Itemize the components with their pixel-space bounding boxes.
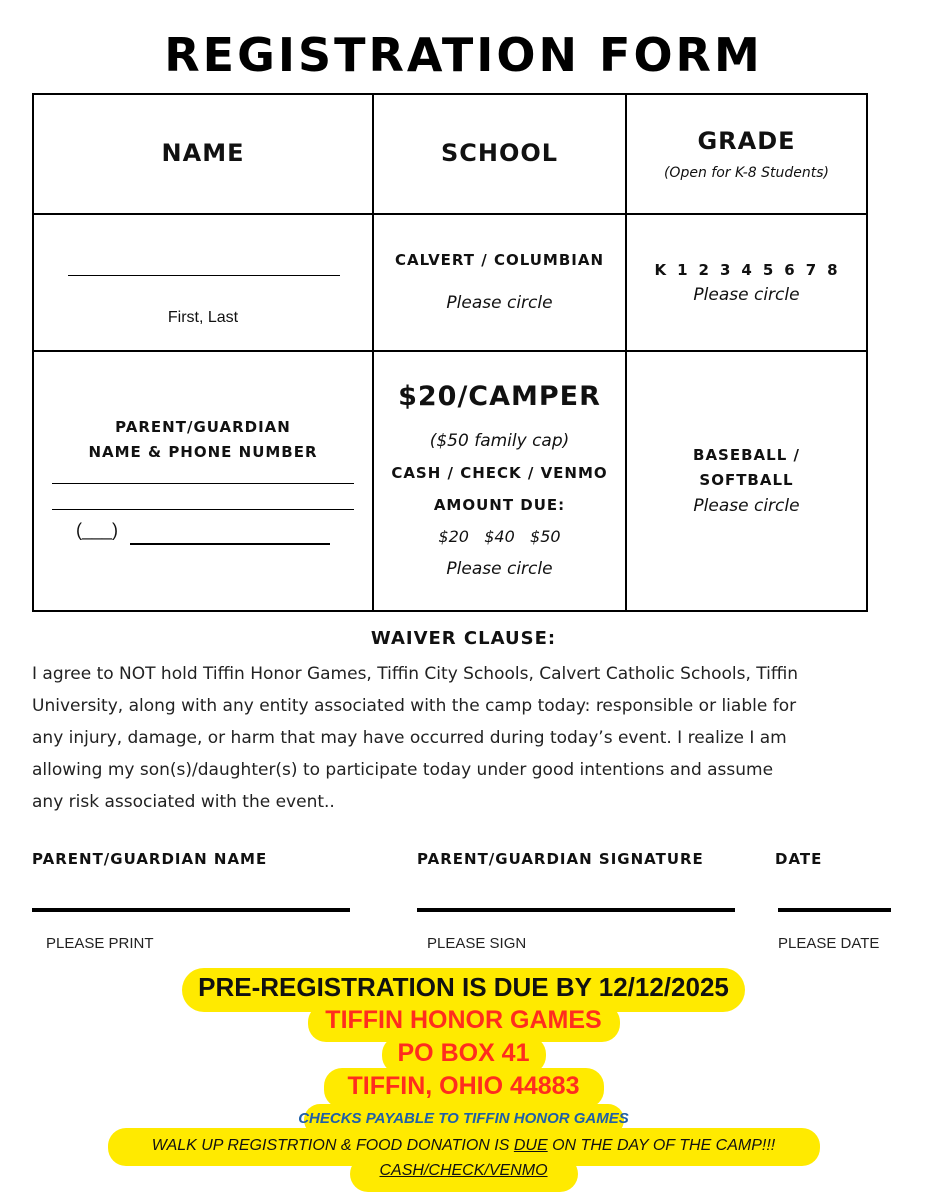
- parent-print-line[interactable]: [32, 908, 350, 912]
- sport-option-2[interactable]: SOFTBALL: [699, 471, 794, 489]
- parent-name-label: PARENT/GUARDIAN NAME: [32, 850, 268, 868]
- parent-label-2: NAME & PHONE NUMBER: [88, 443, 318, 461]
- grade-option[interactable]: 3: [719, 261, 732, 279]
- signature-label: PARENT/GUARDIAN SIGNATURE: [417, 850, 704, 868]
- table-divider: [34, 350, 866, 352]
- phone-line[interactable]: [130, 543, 330, 545]
- print-hint: PLEASE PRINT: [46, 935, 154, 952]
- waiver-line: I agree to NOT hold Tiffin Honor Games, Tiffin City Schools, Calvert Catholic Schools, Tiffin: [32, 664, 799, 684]
- grade-hint: Please circle: [693, 285, 800, 305]
- amount-hint: Please circle: [446, 559, 553, 579]
- registration-table: [32, 93, 868, 612]
- price: $20/CAMPER: [398, 381, 601, 412]
- family-cap: ($50 family cap): [429, 431, 570, 451]
- date-line[interactable]: [778, 908, 891, 912]
- grade-option[interactable]: 2: [698, 261, 710, 279]
- grade-option[interactable]: K: [654, 261, 668, 279]
- walkup-text-end: ON THE DAY OF THE CAMP!!!: [547, 1137, 776, 1154]
- grade-option[interactable]: 7: [805, 261, 818, 279]
- amount-options[interactable]: $20 $40 $50: [438, 527, 561, 546]
- parent-name-line-2[interactable]: [52, 509, 354, 510]
- checks-payable: CHECKS PAYABLE TO TIFFIN HONOR GAMES: [298, 1110, 629, 1127]
- parent-name-line[interactable]: [52, 483, 354, 484]
- sport-option-1[interactable]: BASEBALL /: [693, 446, 800, 464]
- org-name: TIFFIN HONOR GAMES: [325, 1006, 602, 1034]
- student-name-hint: First, Last: [167, 309, 239, 326]
- school-hint: Please circle: [446, 293, 553, 313]
- grade-option[interactable]: 6: [784, 261, 796, 279]
- waiver-title: WAIVER CLAUSE:: [370, 628, 557, 649]
- grade-option[interactable]: 1: [677, 261, 689, 279]
- date-hint: PLEASE DATE: [778, 935, 880, 952]
- payment-methods: CASH / CHECK / VENMO: [391, 464, 608, 482]
- po-box: PO BOX 41: [397, 1039, 530, 1067]
- signature-line[interactable]: [417, 908, 735, 912]
- waiver-line: any injury, damage, or harm that may have occurred during today’s event. I realize I am: [32, 728, 787, 748]
- waiver-line: any risk associated with the event..: [32, 792, 335, 812]
- date-label: DATE: [775, 850, 823, 868]
- walkup-payment: CASH/CHECK/VENMO: [379, 1162, 548, 1179]
- parent-label-1: PARENT/GUARDIAN: [115, 418, 291, 436]
- grade-option[interactable]: 8: [827, 261, 839, 279]
- table-divider: [34, 213, 866, 215]
- sign-hint: PLEASE SIGN: [427, 935, 527, 952]
- waiver-line: allowing my son(s)/daughter(s) to participate today under good intentions and assume: [32, 760, 774, 780]
- preregistration-due: PRE-REGISTRATION IS DUE BY 12/12/2025: [198, 972, 729, 1002]
- school-options[interactable]: CALVERT / COLUMBIAN: [394, 251, 605, 269]
- grade-option[interactable]: 4: [741, 261, 753, 279]
- waiver-line: University, along with any entity associated with the camp today: responsible or liable for: [32, 696, 797, 716]
- walkup-text: WALK UP REGISTRTION & FOOD DONATION IS: [151, 1137, 514, 1154]
- student-name-line[interactable]: [68, 275, 340, 276]
- walkup-note: [0, 1137, 927, 1155]
- city-address: TIFFIN, OHIO 44883: [347, 1072, 580, 1100]
- amount-label: AMOUNT DUE:: [433, 496, 566, 514]
- header-name: NAME: [161, 139, 245, 167]
- header-school: SCHOOL: [440, 139, 559, 167]
- grade-note: (Open for K-8 Students): [663, 165, 830, 181]
- form-title: REGISTRATION FORM: [164, 28, 763, 82]
- phone-prefix: (___): [76, 520, 119, 540]
- sport-hint: Please circle: [693, 496, 800, 516]
- grade-options[interactable]: [627, 261, 866, 279]
- header-grade: GRADE: [697, 127, 796, 155]
- waiver-text: [32, 658, 852, 818]
- grade-option[interactable]: 5: [762, 261, 775, 279]
- walkup-due: DUE: [513, 1137, 548, 1154]
